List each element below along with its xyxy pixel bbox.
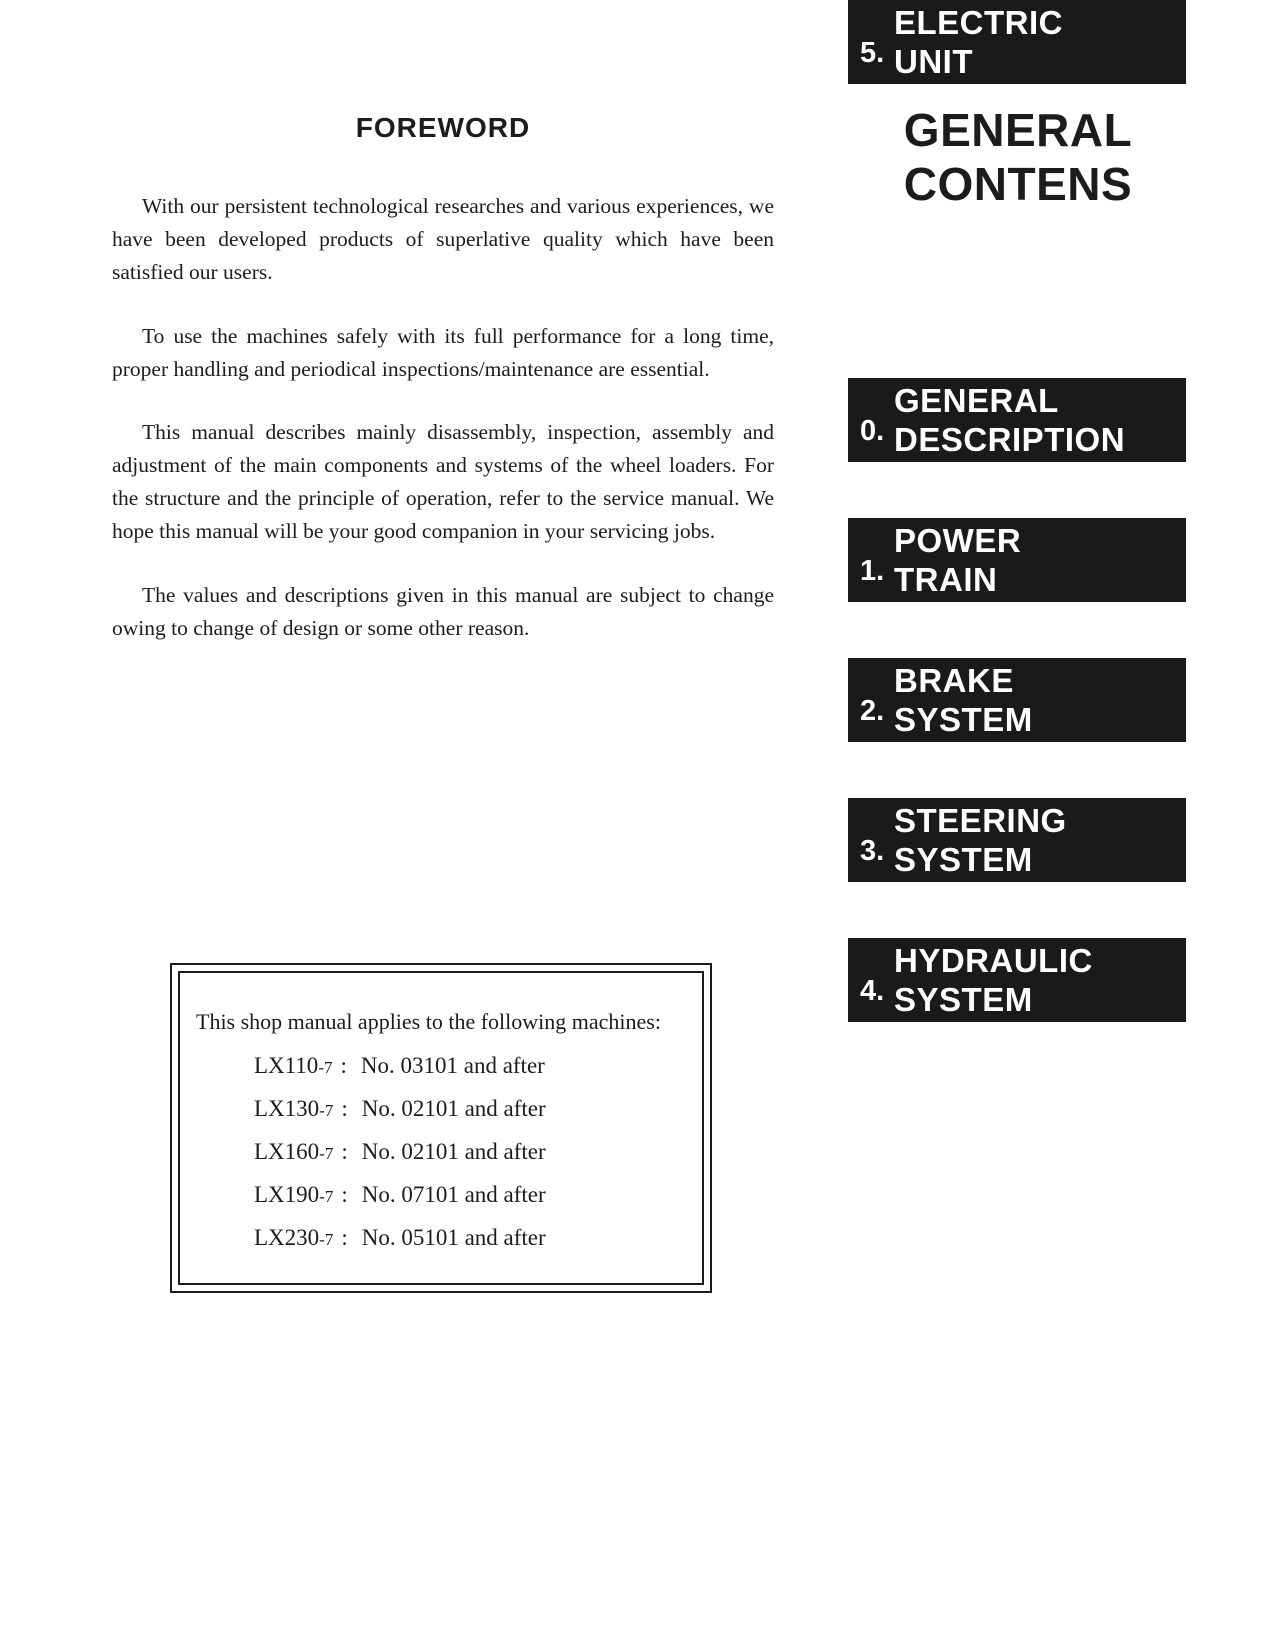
toc-item-hydraulic-system — [848, 938, 1186, 1022]
machines-box-intro: This shop manual applies to the following machines: — [196, 1009, 661, 1034]
machine-serial: No. 02101 and after — [361, 1096, 546, 1121]
machine-row — [254, 1174, 688, 1217]
general-contents-title-line2: CONTENS — [903, 158, 1133, 210]
toc-item-label — [894, 941, 1093, 1019]
foreword-section — [112, 112, 774, 676]
general-contents-title-line1: GENERAL — [903, 104, 1133, 156]
toc-item-number: 1. — [860, 554, 885, 587]
machine-serial: No. 07101 and after — [361, 1182, 546, 1207]
toc-item-label-line2: SYSTEM — [894, 841, 1033, 878]
machine-row — [254, 1088, 688, 1131]
machine-serial: No. 02101 and after — [361, 1139, 546, 1164]
toc-item-number: 2. — [860, 694, 885, 727]
toc-item-label-line1: STEERING — [894, 802, 1067, 839]
foreword-paragraph: To use the machines safely with its full performance for a long time, proper handling and periodical inspections/maintenance are essential. — [112, 323, 774, 381]
machine-serial: No. 05101 and after — [361, 1225, 546, 1250]
toc-item-general-description — [848, 378, 1186, 462]
machine-separator: : — [341, 1139, 348, 1164]
toc-item-label-line2: SYSTEM — [894, 701, 1033, 738]
machine-model: LX230 — [254, 1225, 320, 1250]
general-contents-section — [848, 0, 1188, 1650]
machine-model: LX110 — [254, 1053, 319, 1078]
applicable-machines-box — [170, 963, 712, 1293]
machine-serial: No. 03101 and after — [360, 1053, 545, 1078]
machine-separator: : — [341, 1225, 348, 1250]
foreword-paragraph: The values and descriptions given in this manual are subject to change owing to change of design or some other reason. — [112, 583, 774, 640]
machine-list — [254, 1045, 688, 1260]
toc-item-number: 0. — [860, 414, 885, 447]
toc-item-label — [894, 661, 1033, 739]
machine-row — [254, 1131, 688, 1174]
machine-suffix: -7 — [319, 1101, 334, 1120]
machine-model: LX160 — [254, 1139, 320, 1164]
general-contents-title — [848, 103, 1188, 211]
machine-model: LX130 — [254, 1096, 320, 1121]
machine-suffix: -7 — [319, 1187, 334, 1206]
machine-model: LX190 — [254, 1182, 320, 1207]
toc-item-label-line2: TRAIN — [894, 561, 998, 598]
machine-suffix: -7 — [318, 1058, 333, 1077]
toc-item-label-line1: BRAKE — [894, 662, 1014, 699]
applicable-machines-box-inner — [178, 971, 704, 1285]
toc-item-label-line1: GENERAL — [894, 382, 1059, 419]
toc-item-power-train — [848, 518, 1186, 602]
toc-item-label-line2: SYSTEM — [894, 981, 1033, 1018]
toc-item-label-line2: UNIT — [894, 43, 973, 80]
toc-item-label — [894, 521, 1021, 599]
foreword-paragraph: This manual describes mainly disassembly, inspection, assembly and adjustment of the main components and systems of the wheel loaders. For the structure and the principle of operation, refer to the service manual. We hope this manual will be your good companion in your servicing jobs. — [112, 420, 774, 544]
machine-separator: : — [341, 1096, 348, 1121]
toc-item-label — [894, 3, 1063, 81]
machine-row — [254, 1045, 688, 1088]
toc-item-electric-unit — [848, 0, 1186, 84]
toc-item-number: 4. — [860, 974, 885, 1007]
foreword-title: FOREWORD — [355, 112, 531, 143]
foreword-paragraph: With our persistent technological researches and various experiences, we have been developed products of superlative quality which have been satisfied our users. — [112, 194, 774, 284]
machine-suffix: -7 — [319, 1144, 334, 1163]
machine-row — [254, 1217, 688, 1260]
toc-item-label — [894, 381, 1125, 459]
toc-item-label-line1: HYDRAULIC — [894, 942, 1093, 979]
toc-item-label-line1: ELECTRIC — [894, 4, 1063, 41]
toc-item-label-line2: DESCRIPTION — [894, 421, 1126, 458]
machine-separator: : — [341, 1182, 348, 1207]
toc-item-number: 3. — [860, 834, 885, 867]
toc-item-label — [894, 801, 1067, 879]
toc-item-label-line1: POWER — [894, 522, 1022, 559]
toc-item-number: 5. — [860, 36, 885, 69]
toc-item-brake-system — [848, 658, 1186, 742]
toc-item-steering-system — [848, 798, 1186, 882]
machine-separator: : — [340, 1053, 347, 1078]
machine-suffix: -7 — [319, 1230, 334, 1249]
